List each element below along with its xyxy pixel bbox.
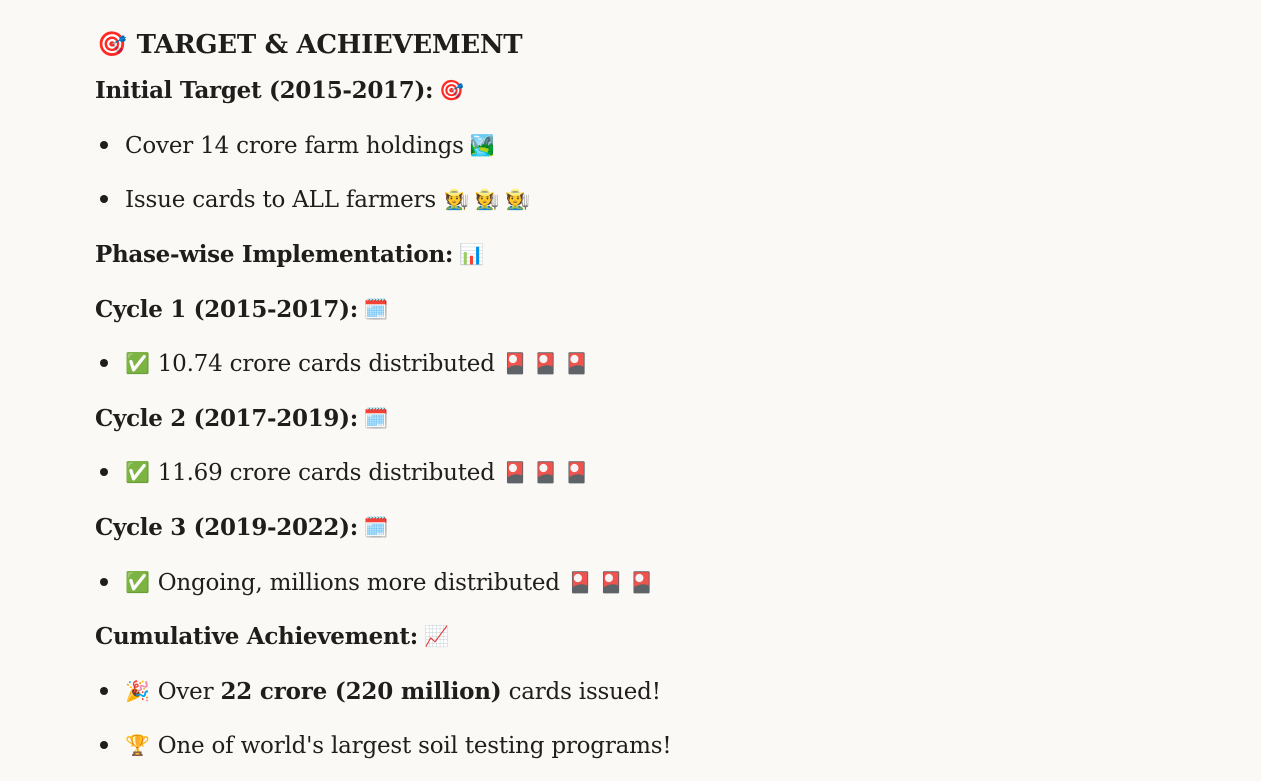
farmer-icon: 🧑‍🌾 (505, 187, 531, 211)
check-mark-icon: ✅ (125, 460, 150, 484)
bullet-dot (100, 741, 108, 749)
highlight-figure: 22 crore (220 million) (220, 678, 502, 705)
bullet-dot (100, 468, 108, 476)
calendar-icon: 🗓️ (363, 515, 389, 539)
landscape-icon: 🏞️ (469, 133, 495, 157)
page-title-text: TARGET & ACHIEVEMENT (136, 30, 523, 60)
cycle-heading (95, 513, 389, 543)
cycle-heading (95, 404, 389, 434)
list-item (100, 131, 494, 161)
bullet-dot (100, 359, 108, 367)
target-icon: 🎯 (439, 78, 464, 102)
list-item (100, 185, 530, 215)
list-item-text: 10.74 crore cards distributed (157, 351, 495, 377)
calendar-icon: 🗓️ (363, 406, 389, 430)
card-icon: 🎴 (564, 460, 589, 484)
check-mark-icon: ✅ (125, 351, 150, 375)
card-icon: 🎴 (502, 351, 528, 375)
page-title (97, 28, 522, 63)
card-icon: 🎴 (533, 351, 559, 375)
card-icon: 🎴 (629, 570, 654, 594)
party-popper-icon: 🎉 (125, 679, 150, 703)
initial-target-heading (95, 76, 464, 106)
target-icon: 🎯 (97, 30, 127, 58)
bullet-dot (100, 141, 108, 149)
cycle-heading (95, 295, 389, 325)
bar-chart-icon: 📊 (459, 242, 484, 266)
list-item-text: cards issued! (501, 679, 661, 705)
list-item-text: Issue cards to ALL farmers (125, 187, 436, 213)
check-mark-icon: ✅ (125, 570, 150, 594)
farmer-icon: 🧑‍🌾 (474, 187, 500, 211)
bullet-dot (100, 195, 108, 203)
calendar-icon: 🗓️ (363, 297, 389, 321)
list-item-text: Cover 14 crore farm holdings (125, 133, 464, 159)
list-item (100, 568, 654, 598)
list-item-text: 11.69 crore cards distributed (157, 460, 495, 486)
card-icon: 🎴 (564, 351, 589, 375)
chart-increasing-icon: 📈 (423, 624, 449, 648)
card-icon: 🎴 (598, 570, 624, 594)
list-item-text: Over (157, 679, 221, 705)
cumulative-heading-text: Cumulative Achievement: (95, 623, 418, 650)
card-icon: 🎴 (567, 570, 593, 594)
list-item-text: One of world's largest soil testing programs! (157, 733, 672, 759)
cycle-heading-text: Cycle 1 (2015-2017): (95, 296, 358, 323)
list-item-text: Ongoing, millions more distributed (157, 570, 560, 596)
farmer-icon: 🧑‍🌾 (443, 187, 469, 211)
list-item (100, 677, 661, 707)
cycle-heading-text: Cycle 3 (2019-2022): (95, 514, 358, 541)
list-item (100, 349, 589, 379)
trophy-icon: 🏆 (125, 733, 150, 757)
bullet-dot (100, 578, 108, 586)
phase-heading (95, 240, 484, 270)
list-item (100, 731, 671, 761)
cumulative-heading (95, 622, 449, 652)
initial-target-heading-text: Initial Target (2015-2017): (95, 77, 434, 104)
bullet-dot (100, 687, 108, 695)
card-icon: 🎴 (533, 460, 559, 484)
phase-heading-text: Phase-wise Implementation: (95, 241, 454, 268)
cycle-heading-text: Cycle 2 (2017-2019): (95, 405, 358, 432)
list-item (100, 458, 589, 488)
card-icon: 🎴 (502, 460, 528, 484)
